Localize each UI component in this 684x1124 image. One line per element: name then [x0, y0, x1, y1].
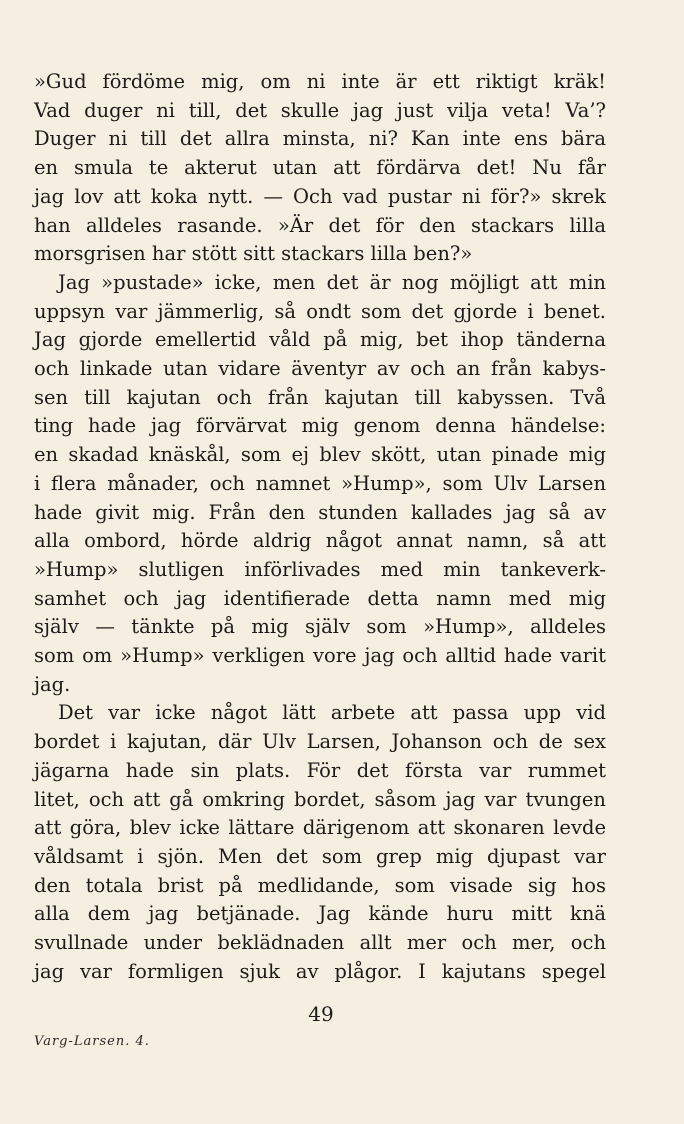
text-line: att göra, blev icke lättare därigenom att skonaren levde	[34, 816, 606, 840]
text-line: morsgrisen har stött sitt stackars lilla ben?»	[34, 242, 473, 266]
text-line: litet, och att gå omkring bordet, såsom jag var tvungen	[34, 787, 606, 811]
text-line: i flera månader, och namnet »Hump», som Ulv Larsen	[34, 471, 606, 495]
page-number: 49	[308, 1002, 334, 1026]
text-line: den totala brist på medlidande, som visade sig hos	[34, 873, 606, 897]
text-line: alla ombord, hörde aldrig något annat namn, så att	[34, 529, 606, 553]
text-line: som om »Hump» verkligen vore jag och alltid hade varit	[34, 644, 606, 667]
text-line: hade givit mig. Från den stunden kallades jag så av	[34, 500, 606, 524]
text-line: »Hump» slutligen införlivades med min tankeverk-	[34, 557, 606, 581]
text-line: sen till kajutan och från kajutan till kabyssen. Två	[34, 385, 606, 409]
text-line: Duger ni till det allra minsta, ni? Kan inte ens bära	[34, 127, 606, 151]
printer-signature: Varg-Larsen. 4.	[34, 1034, 150, 1049]
text-line: och linkade utan vidare äventyr av och an från kabys-	[34, 357, 606, 380]
text-line: samhet och jag identifierade detta namn med mig	[34, 586, 606, 610]
text-line: bordet i kajutan, där Ulv Larsen, Johanson och de sex	[34, 730, 606, 754]
text-line: jag var formligen sjuk av plågor. I kajutans spegel	[34, 959, 606, 983]
text-line: en skadad knäskål, som ej blev skött, utan pinade mig	[34, 443, 606, 467]
text-line: ting hade jag förvärvat mig genom denna händelse:	[34, 414, 606, 438]
text-line: jag.	[34, 672, 71, 696]
text-line: Jag »pustade» icke, men det är nog möjligt att min	[58, 270, 606, 294]
text-line: Jag gjorde emellertid våld på mig, bet ihop tänderna	[34, 328, 606, 352]
text-line: själv — tänkte på mig själv som »Hump», alldeles	[34, 615, 606, 639]
text-line: en smula te akterut utan att fördärva det! Nu får	[34, 156, 606, 180]
text-line: Det var icke något lätt arbete att passa upp vid	[58, 701, 606, 725]
text-line: jag lov att koka nytt. — Och vad pustar ni för?» skrek	[34, 184, 606, 208]
text-line: han alldeles rasande. »Är det för den stackars lilla	[34, 213, 606, 237]
text-line: svullnade under beklädnaden allt mer och mer, och	[34, 931, 606, 954]
text-line: uppsyn var jämmerlig, så ondt som det gjorde i benet.	[34, 299, 606, 323]
text-line: våldsamt i sjön. Men det som grep mig djupast var	[34, 844, 606, 868]
text-line: jägarna hade sin plats. För det första var rummet	[34, 758, 606, 782]
text-line: »Gud fördöme mig, om ni inte är ett riktigt kräk!	[34, 70, 606, 93]
text-line: alla dem jag betjänade. Jag kände huru mitt knä	[34, 902, 606, 926]
text-line: Vad duger ni till, det skulle jag just vilja veta! Va’?	[34, 98, 606, 122]
